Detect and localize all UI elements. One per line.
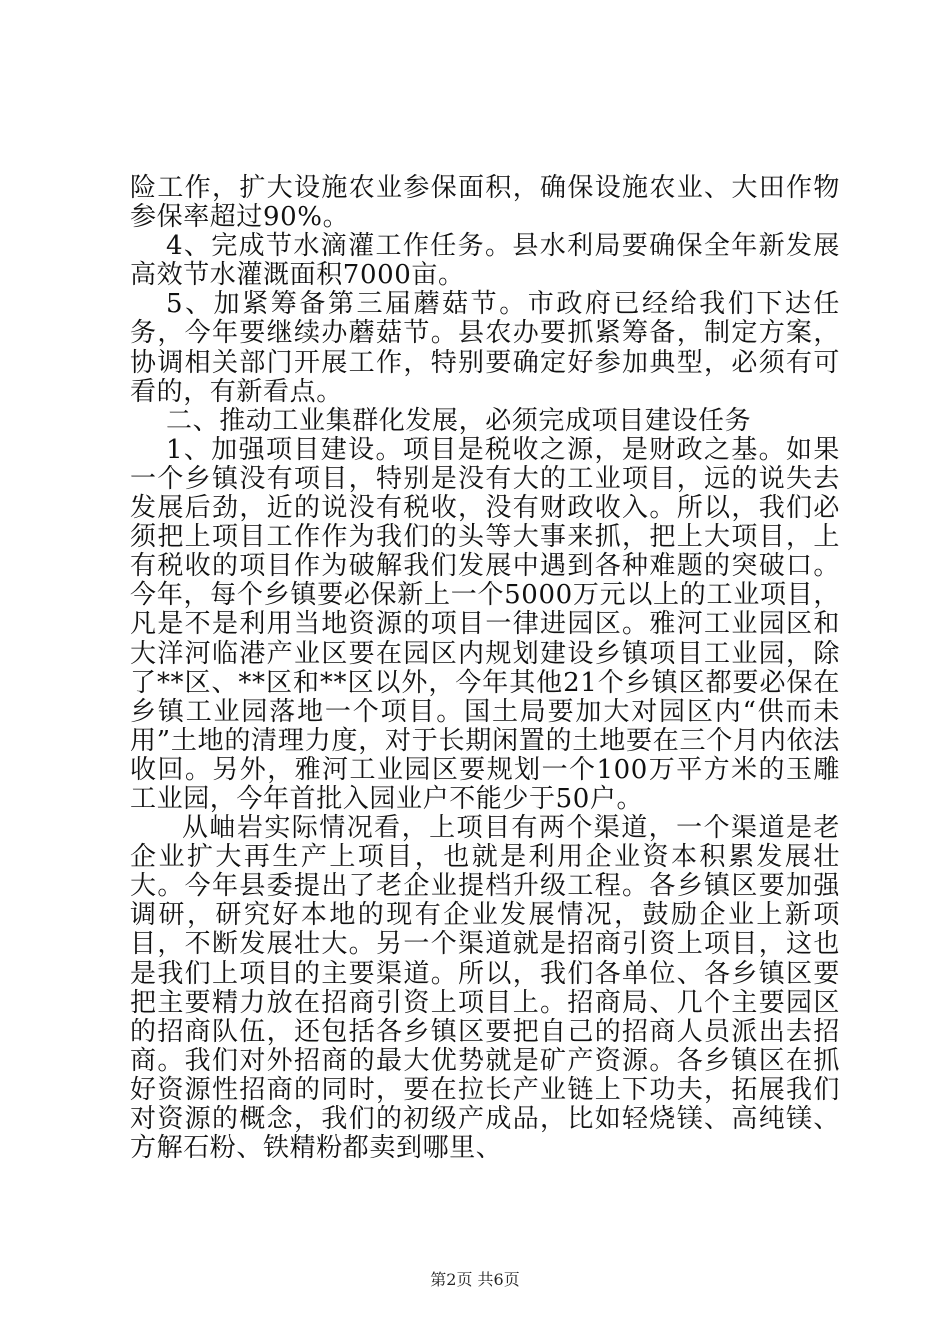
paragraph-investment-channels: 从岫岩实际情况看，上项目有两个渠道，一个渠道是老企业扩大再生产上项目，也就是利用企业资本积累发展壮大。今年县委提出了老企业提档升级工程。各乡镇区要加强调研，研究好本地的现有企业发展情况，鼓励企业上新项目，不断发展壮大。另一个渠道就是招商引资上项目，这也是我们上项目的主要渠道。所以，我们各单位、各乡镇区要把主要精力放在招商引资上项目上。招商局、几个主要园区的招商队伍，还包括各乡镇区要把自己的招商人员派出去招商。我们对外招商的最大优势就是矿产资源。各乡镇区在抓好资源性招商的同时，要在拉长产业链上下功夫，拓展我们对资源的概念，我们的初级产成品，比如轻烧镁、高纯镁、方解石粉、铁精粉都卖到哪里、 bbox=[130, 813, 840, 1164]
section-heading-industrial-cluster: 二、推动工业集群化发展，必须完成项目建设任务 bbox=[166, 405, 752, 436]
paragraph-drip-irrigation: 4、完成节水滴灌工作任务。县水利局要确保全年新发展高效节水灌溉面积7000亩。 bbox=[130, 231, 840, 291]
paragraph-insurance-continued: 险工作，扩大设施农业参保面积，确保设施农业、大田作物参保率超过90%。 bbox=[130, 173, 840, 233]
paragraph-mushroom-festival: 5、加紧筹备第三届蘑菇节。市政府已经给我们下达任务，今年要继续办蘑菇节。县农办要抓紧筹备，制定方案，协调相关部门开展工作，特别要确定好参加典型，必须有可看的，有新看点。 bbox=[130, 289, 840, 407]
paragraph-project-construction: 1、加强项目建设。项目是税收之源，是财政之基。如果一个乡镇没有项目，特别是没有大的工业项目，远的说失去发展后劲，近的说没有税收，没有财政收入。所以，我们必须把上项目工作作为我们的头等大事来抓，把上大项目，上有税收的项目作为破解我们发展中遇到各种难题的突破口。今年，每个乡镇要必保新上一个5000万元以上的工业项目，凡是不是利用当地资源的项目一律进园区。雅河工业园区和大洋河临港产业区要在园区内规划建设乡镇项目工业园，除了**区、**区和**区以外，今年其他21个乡镇区都要必保在乡镇工业园落地一个项目。国土局要加大对园区内“供而未用”土地的清理力度，对于长期闲置的土地要在三个月内依法收回。另外，雅河工业园区要规划一个100万平方米的玉雕工业园，今年首批入园业户不能少于50户。 bbox=[130, 434, 840, 814]
page-number-footer: 第2页 共6页 bbox=[430, 1270, 520, 1289]
document-body bbox=[130, 174, 840, 1163]
